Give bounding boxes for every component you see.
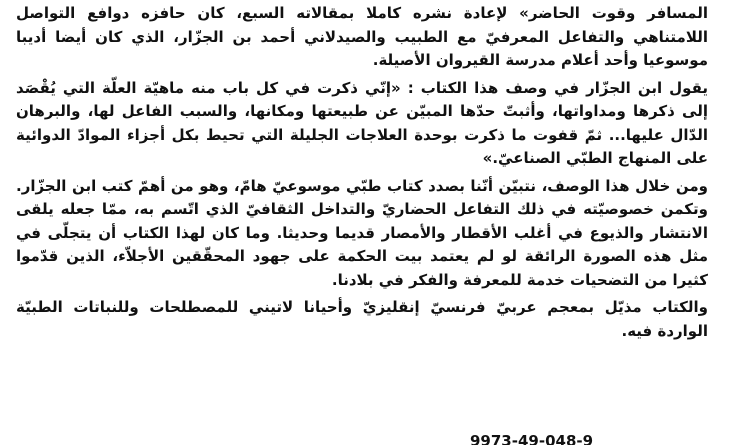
isbn-number: 9973-49-048-9: [470, 432, 594, 445]
body-text: [16, 2, 708, 343]
paragraph-1: المسافر وقوت الحاضر» لإعادة نشره كاملا بمقالاته السبع، كان حافزه دوافع التواصل اللامتناهي والتفاعل المعرفيّ مع الطبيب والصيدلاني أحمد بن الجزّار، الذي كان أيضا أديبا موسوعيا وأحد أعلام مدرسة القيروان الأصيلة.: [16, 4, 708, 69]
paragraph-2-quote: يقول ابن الجزّار في وصف هذا الكتاب : «إنّي ذكرت في كل باب منه ماهيّة العلّة التي يُقْصَد إلى ذكرها ومداواتها، وأثبتّ حدّها المبيّن عن طبيعتها ومكانها، والسبب الفاعل لها، والبرهان الدّال عليها... ثمّ قفوت ما ذكرت بوحدة العلاجات الجليلة التي تحيط بكل أجزاء الموادّ الدوائية على المنهاج الطبّي الصناعيّ.»: [16, 78, 708, 167]
paragraph-4: والكتاب مذيّل بمعجم عربيّ فرنسيّ إنقليزيّ وأحيانا لاتيني للمصطلحات وللنباتات الطبيّة الواردة فيه.: [16, 298, 708, 340]
paragraph-3: ومن خلال هذا الوصف، نتبيّن أنّنا بصدد كتاب طبّي موسوعيّ هامّ، وهو من أهمّ كتب ابن الجزّار. وتكمن خصوصيّته في ذلك التفاعل الحضاريّ والتداخل الثقافيّ الذي اتّسم به، ممّا جعله يلقى الانتشار والذيوع في أغلب الأقطار والأمصار قديما وحديثا. وما كان لهذا الكتاب أن يتجلّى في مثل هذه الصورة الرائقة لو لم يعتمد بيت الحكمة على جهود المحقّقين الأجلاّء، الذين قدّموا كثيرا من التضحيات خدمة للمعرفة والفكر في بلادنا.: [16, 176, 708, 289]
